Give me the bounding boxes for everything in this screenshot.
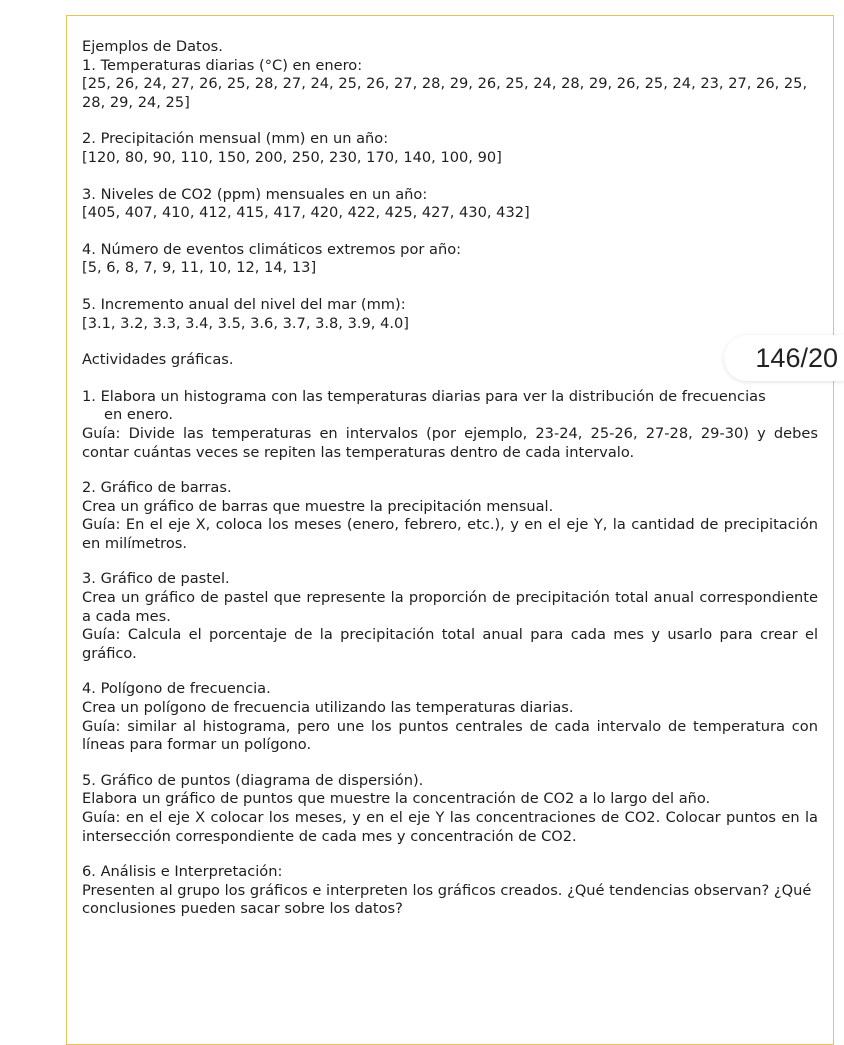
activity-guide: Guía: En el eje X, coloca los meses (enero, febrero, etc.), y en el eje Y, la cantidad de precipitación en milímetros. [82, 516, 818, 552]
activity-body: Crea un gráfico de barras que muestre la precipitación mensual. [82, 497, 554, 515]
dataset-heading: 4. Número de eventos climáticos extremos por año: [82, 240, 462, 258]
dataset-values: [405, 407, 410, 412, 415, 417, 420, 422, 425, 427, 430, 432] [82, 204, 530, 222]
activity-heading: 1. Elabora un histograma con las temperaturas diarias para ver la distribución de frecuencias [82, 387, 766, 405]
activity-heading: 3. Gráfico de pastel. [82, 570, 230, 588]
document-title: Ejemplos de Datos. [82, 38, 223, 55]
dataset-values: [120, 80, 90, 110, 150, 200, 250, 230, 170, 140, 100, 90] [82, 148, 502, 166]
dataset-co2 [82, 186, 818, 223]
activity-body: Presenten al grupo los gráficos e interpreten los gráficos creados. ¿Qué tendencias observan? ¿Qué conclusiones pueden sacar sobre los datos? [82, 881, 812, 918]
activity-histogram [82, 388, 818, 462]
activity-body: Crea un gráfico de pastel que represente la proporción de precipitación total anual correspondiente a cada mes. [82, 589, 818, 625]
activity-body: Elabora un gráfico de puntos que muestre la concentración de CO2 a lo largo del año. [82, 790, 711, 808]
activity-body: Crea un polígono de frecuencia utilizando las temperaturas diarias. [82, 699, 574, 717]
dataset-values: [25, 26, 24, 27, 26, 25, 28, 27, 24, 25, 26, 27, 28, 29, 26, 25, 24, 28, 29, 26, 25, 24, 23, 27, 26, 25, [82, 75, 808, 93]
activities-title: Actividades gráficas. [82, 351, 234, 369]
activity-guide: Guía: Divide las temperaturas en intervalos (por ejemplo, 23-24, 25-26, 27-28, 29-30) y debes contar cuántas veces se repiten las temperaturas dentro de cada intervalo. [82, 424, 818, 461]
dataset-heading: 3. Niveles de CO2 (ppm) mensuales en un año: [82, 185, 428, 203]
activity-heading: 6. Análisis e Interpretación: [82, 863, 283, 881]
activity-guide: Guía: Calcula el porcentaje de la precipitación total anual para cada mes y usarlo para crear el gráfico. [82, 626, 818, 662]
dataset-values-continued: 28, 29, 24, 25] [82, 93, 190, 111]
activity-pie-chart [82, 570, 818, 663]
document-body [82, 38, 818, 919]
dataset-precipitation [82, 130, 818, 167]
activity-heading: 2. Gráfico de barras. [82, 479, 232, 497]
dataset-sea-level [82, 296, 818, 333]
activity-scatter-plot [82, 772, 818, 846]
dataset-values: [5, 6, 8, 7, 9, 11, 10, 12, 14, 13] [82, 259, 317, 277]
dataset-heading: 1. Temperaturas diarias (°C) en enero: [82, 56, 363, 74]
activity-frequency-polygon [82, 680, 818, 754]
dataset-heading: 2. Precipitación mensual (mm) en un año: [82, 130, 389, 148]
activity-guide: Guía: similar al histograma, pero une los puntos centrales de cada intervalo de temperatura con líneas para formar un polígono. [82, 717, 818, 754]
dataset-extreme-events [82, 241, 818, 278]
dataset-temperatures [82, 57, 818, 113]
activity-heading: 5. Gráfico de puntos (diagrama de dispersión). [82, 771, 424, 789]
activity-heading-continued: en enero. [104, 406, 174, 424]
activity-bar-chart [82, 479, 818, 553]
activity-guide: Guía: en el eje X colocar los meses, y en el eje Y las concentraciones de CO2. Colocar puntos en la intersección correspondiente de cada mes y concentración de CO2. [82, 809, 818, 845]
activity-heading: 4. Polígono de frecuencia. [82, 680, 271, 698]
dataset-values: [3.1, 3.2, 3.3, 3.4, 3.5, 3.6, 3.7, 3.8, 3.9, 4.0] [82, 314, 409, 332]
page-indicator: 146/20 [724, 335, 844, 381]
dataset-heading: 5. Incremento anual del nivel del mar (mm): [82, 295, 406, 313]
activity-analysis [82, 863, 818, 919]
